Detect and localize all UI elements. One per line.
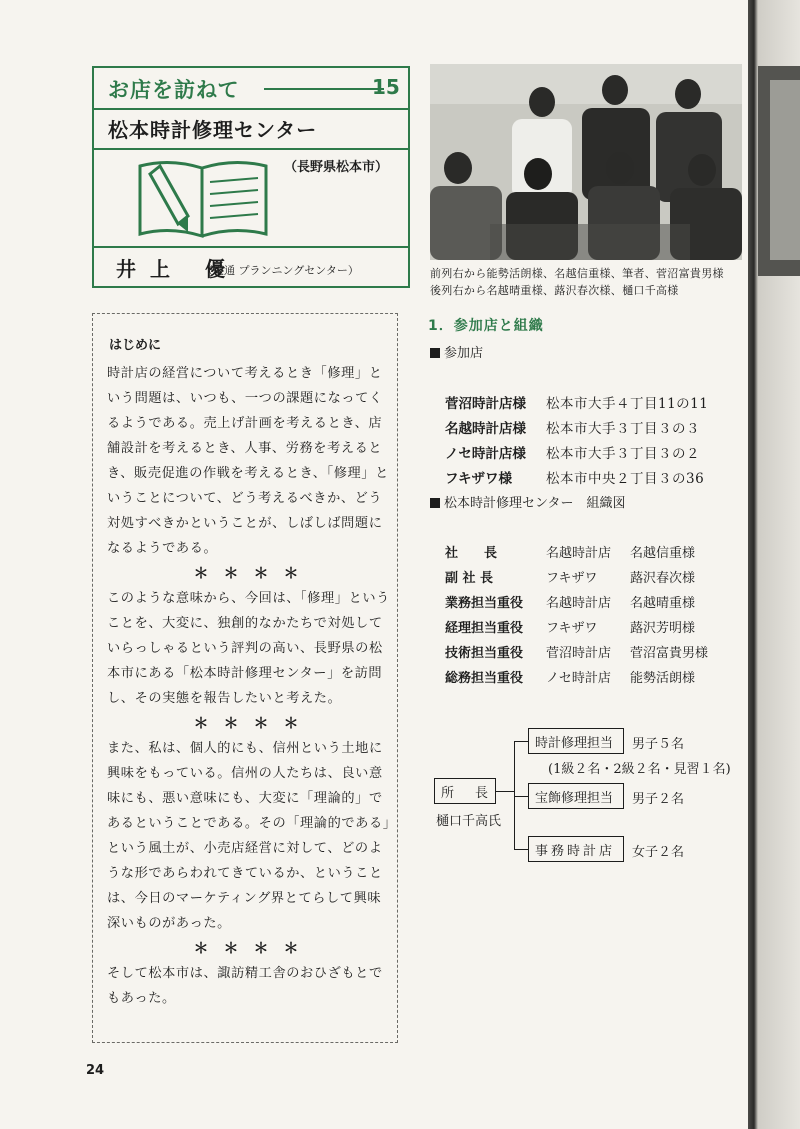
square-bullet-icon bbox=[430, 498, 440, 508]
org-person: 蕗沢春次様 bbox=[630, 571, 696, 586]
shops-label bbox=[430, 342, 483, 361]
repair-dept-note: (1級２名・2級２名・見習１名) bbox=[548, 762, 731, 777]
org-shop: 名越時計店 bbox=[546, 596, 612, 611]
intro-line: 舗設計を考えるとき、人事、労務を考えると bbox=[107, 441, 383, 456]
office-dept-staff: 女子２名 bbox=[632, 845, 685, 860]
intro-line: なるようである。 bbox=[107, 541, 218, 556]
notebook-pencil-icon bbox=[134, 154, 274, 244]
intro-line: いらっしゃるという評判の高い、長野県の松 bbox=[107, 641, 383, 656]
series-number: 15 bbox=[372, 75, 400, 99]
org-shop: フキザワ bbox=[546, 571, 598, 586]
org-shop: フキザワ bbox=[546, 621, 598, 636]
author-affiliation: （電通 プランニングセンター） bbox=[202, 264, 359, 277]
series-row bbox=[94, 68, 408, 110]
intro-line: 対処すべきかということが、しばしば問題に bbox=[107, 516, 383, 531]
org-label bbox=[430, 492, 625, 511]
intro-line: は、今日のマーケティング界とてらして興味 bbox=[107, 891, 382, 906]
org-person: 名越信重様 bbox=[630, 546, 696, 561]
chart-connector bbox=[514, 849, 528, 850]
group-photo-image bbox=[430, 64, 742, 260]
chart-connector bbox=[496, 791, 514, 792]
intro-line: という風土が、小売店経営に対して、どのよ bbox=[107, 841, 383, 856]
intro-line: このような意味から、今回は、「修理」という bbox=[107, 591, 390, 606]
intro-line: し、その実態を報告したいと考えた。 bbox=[107, 691, 342, 706]
office-dept-box: 事務時計店 bbox=[528, 836, 624, 862]
section-divider-stars: ＊ ＊ ＊ ＊ bbox=[193, 714, 299, 732]
shop-address: 松本市中央２丁目３の36 bbox=[546, 471, 705, 487]
intro-line: ことを、大変に、独創的なかたちで対処して bbox=[107, 616, 383, 631]
org-role: 総務担当重役 bbox=[445, 671, 524, 686]
article-location: （長野県松本市） bbox=[284, 160, 389, 175]
intro-line: 味にも、悪い意味にも、大変に「理論的」で bbox=[107, 791, 383, 806]
intro-line: き、販売促進の作戦を考えるとき、「修理」と bbox=[107, 466, 389, 481]
org-label-text: 松本時計修理センター 組織図 bbox=[444, 496, 626, 511]
org-shop: 菅沼時計店 bbox=[546, 646, 612, 661]
repair-dept-box: 時計修理担当 bbox=[528, 728, 624, 754]
intro-line: 時計店の経営について考えるとき「修理」と bbox=[107, 366, 383, 381]
author-name: 井上 優 bbox=[116, 257, 239, 281]
shop-address: 松本市大手３丁目３の３ bbox=[546, 421, 700, 437]
photo-caption-back: 後列右から名越晴重様、蕗沢春次様、樋口千高様 bbox=[430, 284, 679, 297]
intro-line: うな形であらわれてきているか、ということ bbox=[107, 866, 383, 881]
jewelry-dept-box: 宝飾修理担当 bbox=[528, 783, 624, 809]
intro-line: そして松本市は、諏訪精工舎のおひざもとで bbox=[107, 966, 383, 981]
intro-line: 深いものがあった。 bbox=[107, 916, 231, 931]
org-role: 経理担当重役 bbox=[445, 621, 524, 636]
jewelry-dept-staff: 男子２名 bbox=[632, 792, 685, 807]
shop-name: 名越時計店様 bbox=[445, 421, 526, 437]
intro-box bbox=[92, 313, 398, 1043]
org-role: 副 社 長 bbox=[445, 571, 494, 586]
org-role: 業務担当重役 bbox=[445, 596, 524, 611]
org-person: 能勢活朗様 bbox=[630, 671, 696, 686]
director-box: 所 長 bbox=[434, 778, 496, 804]
shop-address: 松本市大手３丁目３の２ bbox=[546, 446, 700, 462]
section-divider-stars: ＊ ＊ ＊ ＊ bbox=[193, 939, 299, 957]
org-person: 名越晴重様 bbox=[630, 596, 696, 611]
page-number: 24 bbox=[86, 1063, 105, 1078]
org-shop: ノセ時計店 bbox=[546, 671, 611, 686]
intro-line: いうことについて、どう考えるべきか、どう bbox=[107, 491, 383, 506]
article-title: 松本時計修理センター bbox=[108, 118, 318, 142]
intro-line: また、私は、個人的にも、信州という土地に bbox=[107, 741, 383, 756]
org-shop: 名越時計店 bbox=[546, 546, 612, 561]
title-row bbox=[94, 108, 408, 150]
intro-line: 本市にある「松本時計修理センター」を訪問 bbox=[107, 666, 383, 681]
photo-caption-front: 前列右から能勢活朗様、名越信重様、筆者、菅沼富貴男様 bbox=[430, 267, 724, 280]
shop-address: 松本市大手４丁目11の11 bbox=[546, 396, 709, 412]
section-title: 1．参加店と組織 bbox=[428, 318, 544, 334]
org-role: 技術担当重役 bbox=[445, 646, 524, 661]
series-title: お店を訪ねて bbox=[108, 78, 240, 102]
director-name: 樋口千高氏 bbox=[436, 814, 502, 829]
shop-name: フキザワ様 bbox=[445, 471, 512, 487]
intro-line: いう問題は、いつも、一つの課題になってく bbox=[107, 391, 383, 406]
repair-dept-staff: 男子５名 bbox=[632, 737, 685, 752]
series-dash bbox=[264, 88, 384, 90]
article-header-box bbox=[92, 66, 410, 288]
square-bullet-icon bbox=[430, 348, 440, 358]
section-divider-stars: ＊ ＊ ＊ ＊ bbox=[193, 564, 299, 582]
org-person: 蕗沢芳明様 bbox=[630, 621, 696, 636]
chart-connector bbox=[514, 796, 528, 797]
intro-line: るようである。売上げ計画を考えるとき、店 bbox=[107, 416, 383, 431]
chart-connector bbox=[514, 741, 528, 742]
org-role: 社 長 bbox=[445, 546, 498, 561]
shops-label-text: 参加店 bbox=[444, 346, 484, 361]
intro-line: もあった。 bbox=[107, 991, 176, 1006]
author-row bbox=[94, 246, 408, 286]
intro-line: 興味をもっている。信州の人たちは、良い意 bbox=[107, 766, 383, 781]
shop-name: ノセ時計店様 bbox=[445, 446, 526, 462]
next-page-photo-light bbox=[770, 80, 800, 260]
group-photo bbox=[430, 64, 742, 260]
illustration-row bbox=[94, 148, 408, 248]
chart-trunk bbox=[514, 741, 515, 849]
intro-heading: はじめに bbox=[109, 338, 162, 353]
org-person: 菅沼富貴男様 bbox=[630, 646, 709, 661]
intro-line: あるということである。その「理論的である」 bbox=[107, 816, 397, 831]
shop-name: 菅沼時計店様 bbox=[445, 396, 526, 412]
